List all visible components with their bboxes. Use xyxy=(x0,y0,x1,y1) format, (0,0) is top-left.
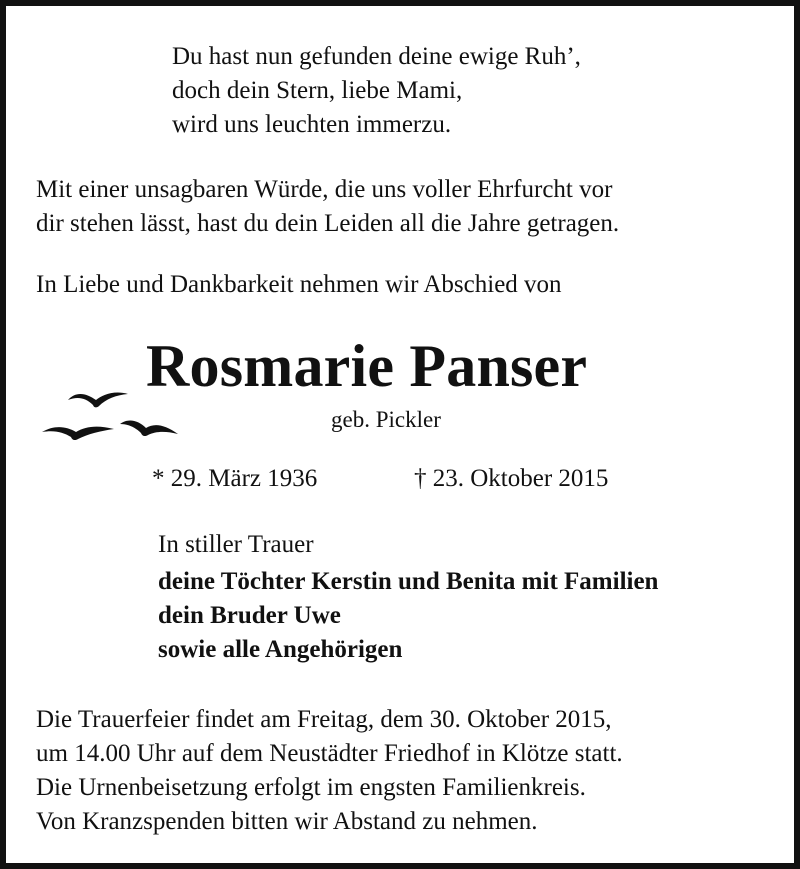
death-date: † 23. Oktober 2015 xyxy=(414,465,609,492)
mourners-line-2: dein Bruder Uwe xyxy=(158,602,341,629)
service-line-4: Von Kranzspenden bitten wir Abstand zu nehmen. xyxy=(36,808,538,835)
farewell-line: In Liebe und Dankbarkeit nehmen wir Abschied von xyxy=(36,271,562,298)
mourners-line-3: sowie alle Angehörigen xyxy=(158,636,403,663)
maiden-name: geb. Pickler xyxy=(331,407,441,432)
service-line-1: Die Trauerfeier findet am Freitag, dem 30. Oktober 2015, xyxy=(36,706,612,733)
mourners-line-1: deine Töchter Kerstin und Benita mit Familien xyxy=(158,568,659,595)
mourners-intro: In stiller Trauer xyxy=(158,531,314,558)
tribute-line-2: dir stehen lässt, hast du dein Leiden all die Jahre getragen. xyxy=(36,210,620,237)
poem-line-3: wird uns leuchten immerzu. xyxy=(172,111,452,138)
deceased-name: Rosmarie Panser xyxy=(146,333,588,399)
poem-line-2: doch dein Stern, liebe Mami, xyxy=(172,77,463,104)
tribute-line-1: Mit einer unsagbaren Würde, die uns voller Ehrfurcht vor xyxy=(36,176,613,203)
poem-line-1: Du hast nun gefunden deine ewige Ruh’, xyxy=(172,43,581,70)
flying-birds-icon xyxy=(42,386,192,450)
service-line-3: Die Urnenbeisetzung erfolgt im engsten Familienkreis. xyxy=(36,774,586,801)
birth-date: * 29. März 1936 xyxy=(152,465,318,492)
service-line-2: um 14.00 Uhr auf dem Neustädter Friedhof in Klötze statt. xyxy=(36,740,623,767)
